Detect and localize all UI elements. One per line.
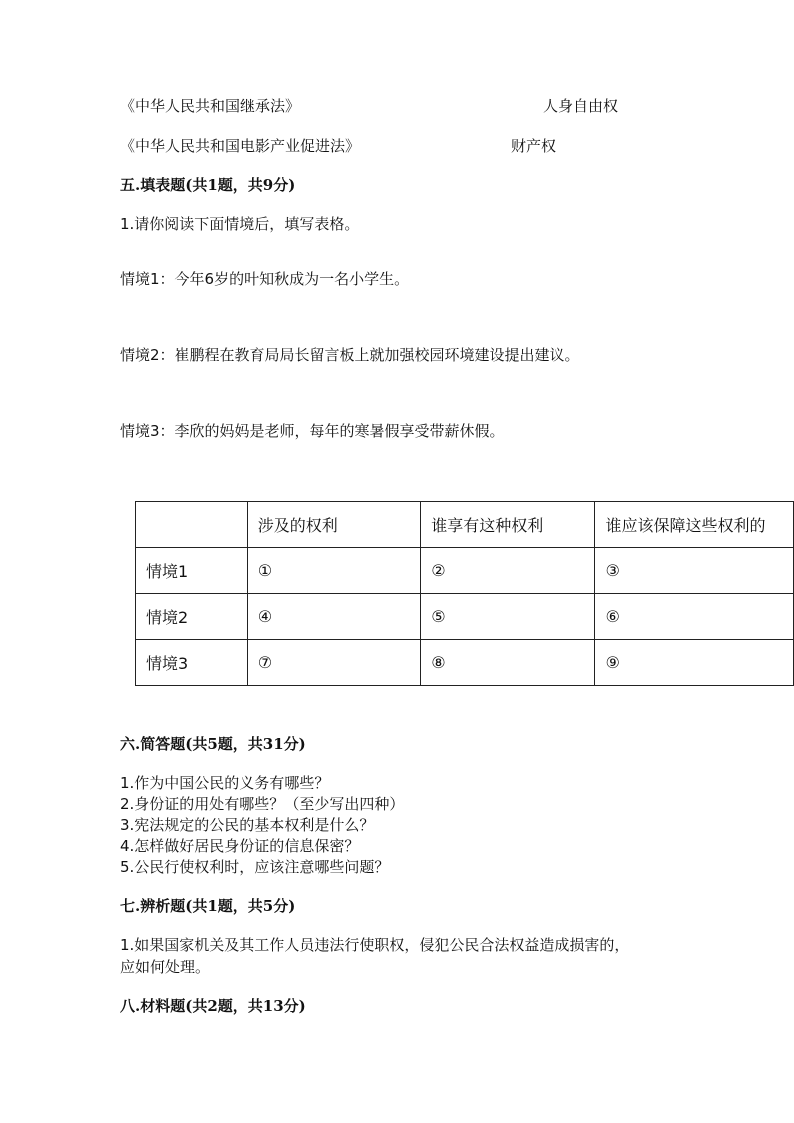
- table-cell: ②: [421, 548, 595, 594]
- table-cell: ④: [247, 594, 420, 640]
- section-6-heading: 六.简答题(共5题，共31分): [120, 735, 306, 753]
- table-cell: ⑥: [595, 594, 794, 640]
- section-6-question-3: 3.宪法规定的公民的基本权利是什么？: [120, 816, 375, 834]
- table-cell: 情境1: [136, 548, 248, 594]
- section-6-question-2: 2.身份证的用处有哪些？（至少写出四种）: [120, 795, 405, 813]
- table-cell: ③: [595, 548, 794, 594]
- table-cell: ⑧: [421, 640, 595, 686]
- table-row: [136, 640, 794, 686]
- rights-table: [135, 501, 794, 686]
- table-header-cell: [136, 502, 248, 548]
- section-7-question-1-line-2: 应如何处理。: [120, 958, 211, 976]
- section-8-heading: 八.材料题(共2题，共13分): [120, 997, 306, 1015]
- match-left-2: 《中华人民共和国电影产业促进法》: [120, 137, 361, 155]
- match-left-1: 《中华人民共和国继承法》: [120, 97, 301, 115]
- section-7-question-1-line-1: 1.如果国家机关及其工作人员违法行使职权，侵犯公民合法权益造成损害的，: [120, 936, 630, 954]
- table-cell: ⑤: [421, 594, 595, 640]
- table-cell: ①: [247, 548, 420, 594]
- section-7-heading: 七.辨析题(共1题，共5分): [120, 897, 296, 915]
- table-cell: 情境3: [136, 640, 248, 686]
- table-header-cell: 谁应该保障这些权利的: [595, 502, 794, 548]
- table-header-row: [136, 502, 794, 548]
- section-5-heading: 五.填表题(共1题，共9分): [120, 176, 296, 194]
- match-right-2: 财产权: [511, 137, 557, 155]
- section-6-question-4: 4.怎样做好居民身份证的信息保密？: [120, 837, 360, 855]
- table-row: [136, 548, 794, 594]
- table-cell: ⑨: [595, 640, 794, 686]
- scenario-2: 情境2：崔鹏程在教育局局长留言板上就加强校园环境建设提出建议。: [120, 346, 580, 364]
- table-row: [136, 594, 794, 640]
- table-header-cell: 谁享有这种权利: [421, 502, 595, 548]
- table-cell: ⑦: [247, 640, 420, 686]
- section-6-question-1: 1.作为中国公民的义务有哪些？: [120, 774, 330, 792]
- match-right-1: 人身自由权: [543, 97, 619, 115]
- scenario-3: 情境3：李欣的妈妈是老师，每年的寒暑假享受带薪休假。: [120, 422, 505, 440]
- section-5-question-1: 1.请你阅读下面情境后，填写表格。: [120, 215, 360, 233]
- table-cell: 情境2: [136, 594, 248, 640]
- scenario-1: 情境1：今年6岁的叶知秋成为一名小学生。: [120, 270, 410, 288]
- section-6-question-5: 5.公民行使权利时，应该注意哪些问题？: [120, 858, 390, 876]
- table-header-cell: 涉及的权利: [247, 502, 420, 548]
